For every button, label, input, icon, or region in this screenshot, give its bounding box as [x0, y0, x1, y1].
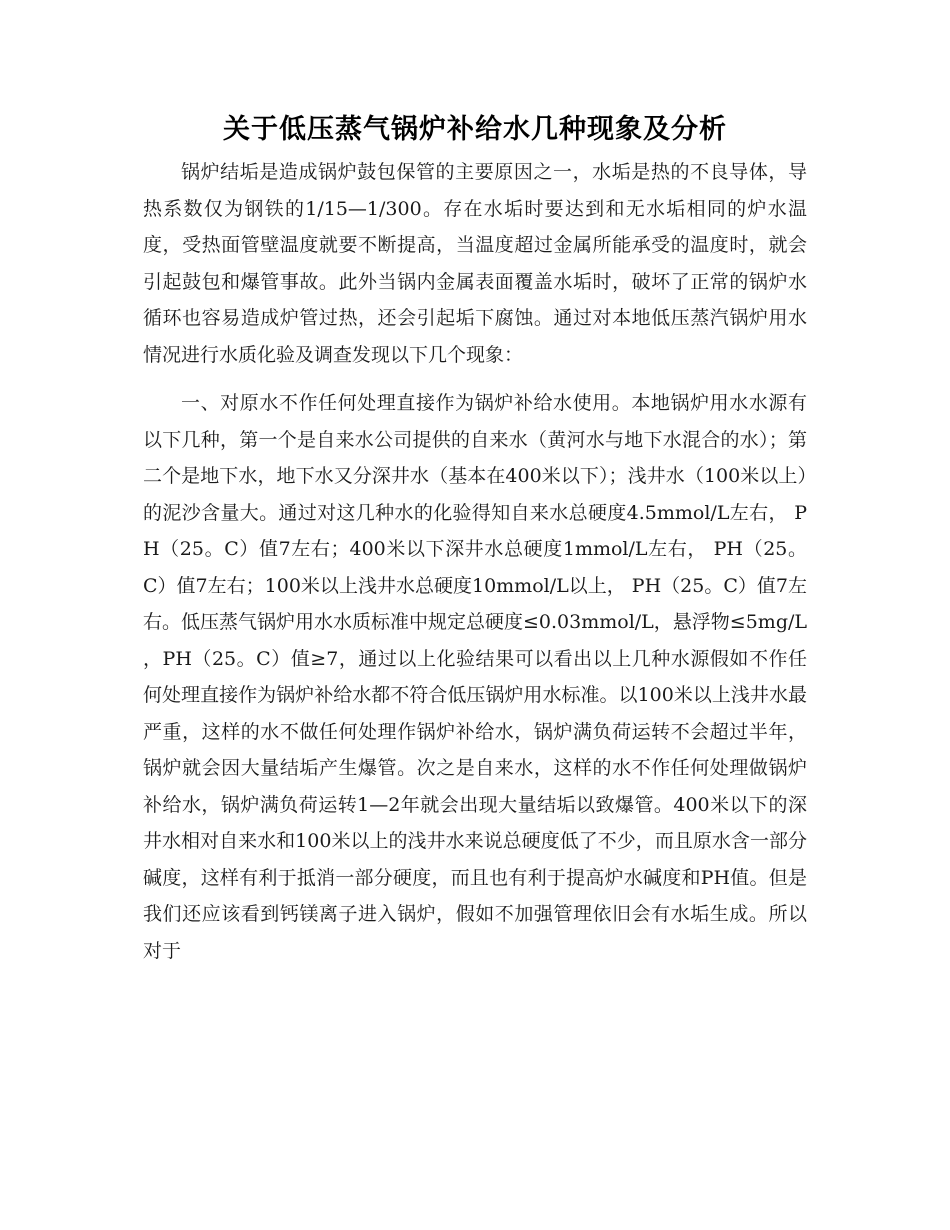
document-body: [143, 110, 807, 969]
paragraph-intro: 锅炉结垢是造成锅炉鼓包保管的主要原因之一，水垢是热的不良导体，导热系数仅为钢铁的1/15—1/300。存在水垢时要达到和无水垢相同的炉水温度，受热面管壁温度就要不断提高，当温度超过金属所能承受的温度时，就会引起鼓包和爆管事故。此外当锅内金属表面覆盖水垢时，破坏了正常的锅炉水循环也容易造成炉管过热，还会引起垢下腐蚀。通过对本地低压蒸汽锅炉用水情况进行水质化验及调查发现以下几个现象：: [143, 161, 807, 366]
document-title: 关于低压蒸气锅炉补给水几种现象及分析: [223, 114, 727, 145]
paragraph-section-1: 一、对原水不作任何处理直接作为锅炉补给水使用。本地锅炉用水水源有以下几种，第一个是自来水公司提供的自来水（黄河水与地下水混合的水）；第二个是地下水，地下水又分深井水（基本在400米以下）；浅井水（100米以上）的泥沙含量大。通过对这几种水的化验得知自来水总硬度4.5mmol/L左右， PH（25。C）值7左右；400米以下深井水总硬度1mmol/L左右， PH（25。C）值7左右；100米以上浅井水总硬度10mmol/L以上， PH（25。C）值7左右。低压蒸气锅炉用水水质标准中规定总硬度≤0.03mmol/L，悬浮物≤5mg/L ，PH（25。C）值≥7，通过以上化验结果可以看出以上几种水源假如不作任何处理直接作为锅炉补给水都不符合低压锅炉用水标准。以100米以上浅井水最严重，这样的水不做任何处理作锅炉补给水，锅炉满负荷运转不会超过半年，锅炉就会因大量结垢产生爆管。次之是自来水，这样的水不作任何处理做锅炉补给水，锅炉满负荷运转1—2年就会出现大量结垢以致爆管。400米以下的深井水相对自来水和100米以上的浅井水来说总硬度低了不少，而且原水含一部分碱度，这样有利于抵消一部分硬度，而且也有利于提高炉水碱度和PH值。但是我们还应该看到钙镁离子进入锅炉，假如不加强管理依旧会有水垢生成。所以对于: [143, 392, 807, 962]
